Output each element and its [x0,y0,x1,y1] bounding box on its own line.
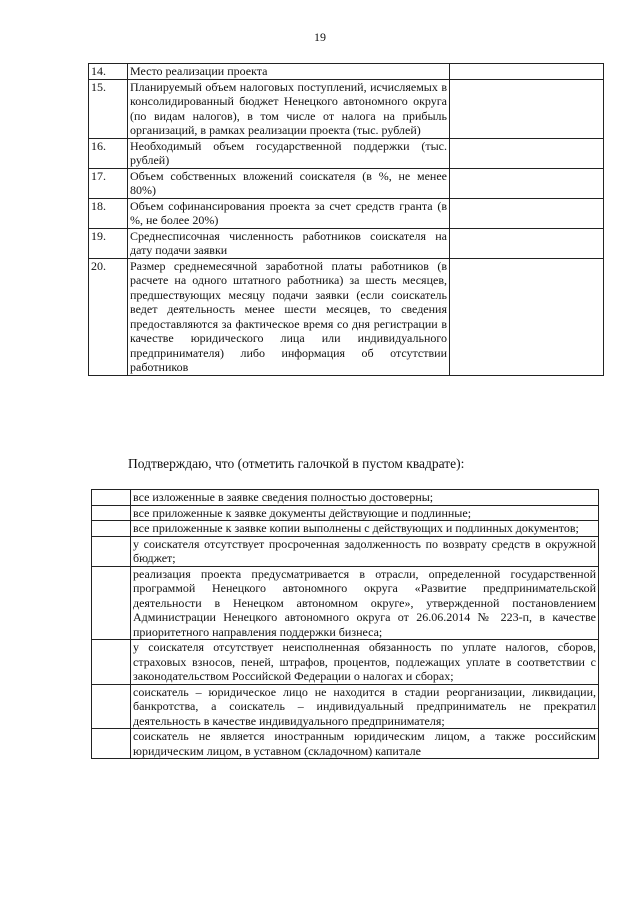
statement-text: все приложенные к заявке документы действующие и подлинные; [131,505,599,521]
row-label: Планируемый объем налоговых поступлений, исчисляемых в консолидированный бюджет Ненецкого автономного округа (по видам налогов), в том числе от налога на прибыль организаций, в рамках реализации проекта (тыс. рублей) [128,79,450,138]
table-row [89,258,604,375]
checkbox-cell[interactable] [92,729,131,759]
checkbox-cell[interactable] [92,521,131,537]
row-number: 19. [89,228,128,258]
table-row [89,138,604,168]
table-row [92,490,599,506]
checkbox-cell[interactable] [92,505,131,521]
checkbox-cell[interactable] [92,684,131,729]
checkbox-cell[interactable] [92,566,131,640]
statement-text: у соискателя отсутствует неисполненная обязанность по уплате налогов, сборов, страховых взносов, пеней, штрафов, процентов, подлежащих уплате в соответствии с законодательством Российской Федерации о налогах и сборах; [131,640,599,685]
row-number: 14. [89,64,128,80]
statement-text: все изложенные в заявке сведения полностью достоверны; [131,490,599,506]
checkbox-cell[interactable] [92,490,131,506]
row-label: Объем собственных вложений соискателя (в %, не менее 80%) [128,168,450,198]
project-info-table [88,63,604,376]
statement-text: у соискателя отсутствует просроченная задолженность по возврату средств в окружной бюджет; [131,536,599,566]
table-row [92,536,599,566]
row-label: Место реализации проекта [128,64,450,80]
confirm-heading: Подтверждаю, что (отметить галочкой в пустом квадрате): [128,456,465,471]
table-row [92,505,599,521]
row-number: 15. [89,79,128,138]
row-value-cell[interactable] [450,138,604,168]
row-number: 20. [89,258,128,375]
row-label: Необходимый объем государственной поддержки (тыс. рублей) [128,138,450,168]
row-value-cell[interactable] [450,258,604,375]
table-row [92,684,599,729]
table-row [92,521,599,537]
table-row [92,729,599,759]
row-number: 16. [89,138,128,168]
confirmation-table [91,489,599,759]
checkbox-cell[interactable] [92,640,131,685]
row-value-cell[interactable] [450,64,604,80]
row-label: Объем софинансирования проекта за счет средств гранта (в %, не более 20%) [128,198,450,228]
row-value-cell[interactable] [450,168,604,198]
table-row [92,640,599,685]
page-number: 19 [314,30,326,44]
table-row [92,566,599,640]
statement-text: соискатель не является иностранным юридическим лицом, а также российским юридическим лицом, в уставном (складочном) капитале [131,729,599,759]
row-number: 18. [89,198,128,228]
statement-text: соискатель – юридическое лицо не находится в стадии реорганизации, ликвидации, банкротства, а соискатель – индивидуальный предприниматель не прекратил деятельность в качестве индивидуального предпринимателя; [131,684,599,729]
table-row [89,168,604,198]
row-label: Размер среднемесячной заработной платы работников (в расчете на одного штатного работника) за шесть месяцев, предшествующих месяцу подачи заявки (если соискатель ведет деятельность менее шести месяцев, то сведения предоставляются за фактическое время со дня регистрации в качестве юридического лица или индивидуального предпринимателя) либо информация об отсутствии работников [128,258,450,375]
row-label: Среднесписочная численность работников соискателя на дату подачи заявки [128,228,450,258]
checkbox-cell[interactable] [92,536,131,566]
table-row [89,64,604,80]
statement-text: реализация проекта предусматривается в отрасли, определенной государственной программой Ненецкого автономного округа «Развитие предпринимательской деятельности в Ненецком автономном округе», утвержденной постановлением Администрации Ненецкого автономного округа от 26.06.2014 № 223-п, в качестве приоритетного направления поддержки бизнеса; [131,566,599,640]
table-row [89,79,604,138]
row-value-cell[interactable] [450,79,604,138]
row-value-cell[interactable] [450,198,604,228]
table-row [89,198,604,228]
row-number: 17. [89,168,128,198]
statement-text: все приложенные к заявке копии выполнены с действующих и подлинных документов; [131,521,599,537]
row-value-cell[interactable] [450,228,604,258]
table-row [89,228,604,258]
